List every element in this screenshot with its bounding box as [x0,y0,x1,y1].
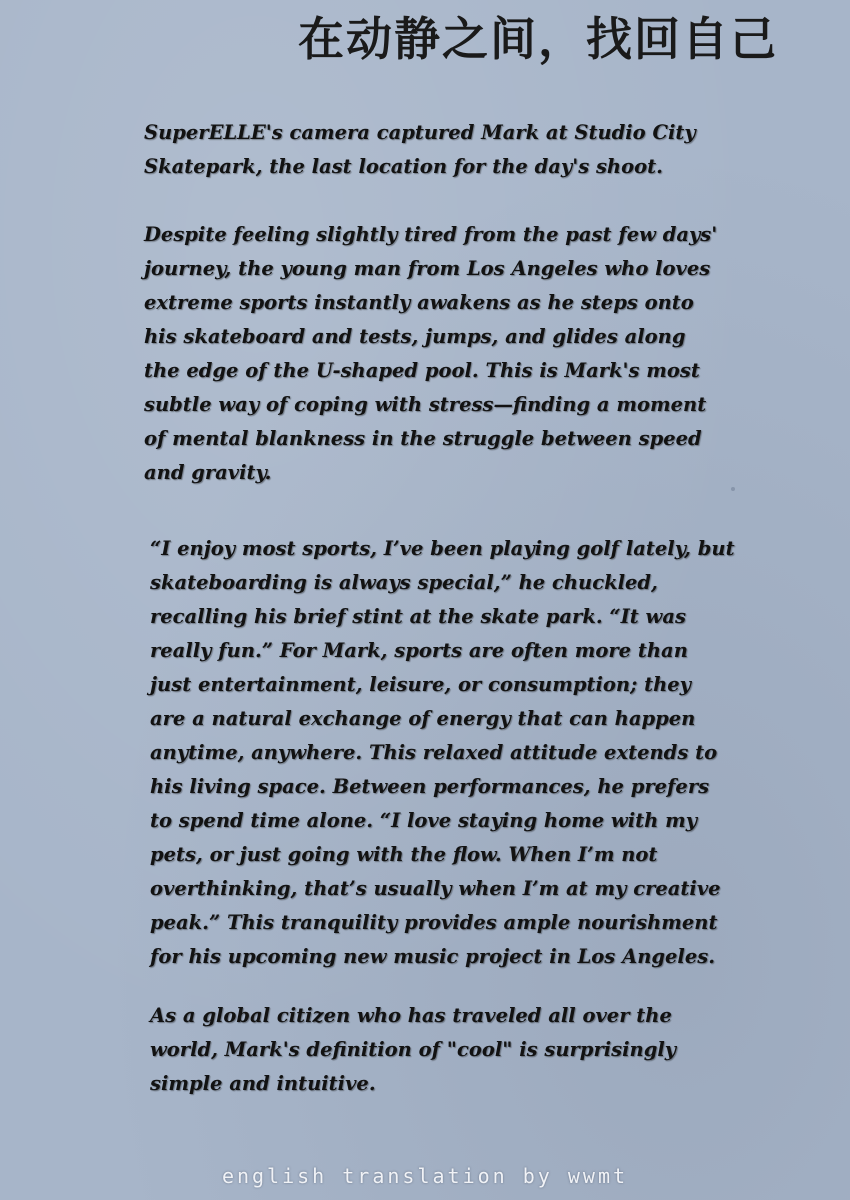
paragraph-quote: “I enjoy most sports, I’ve been playing golf lately, but skateboarding is always special,” he chuckled, recalling his brief stint at the skate park. “It was really fun.” For Mark, sports are often more than just entertainment, leisure, or consumption; they are a natural exchange of energy that can happen anytime, anywhere. This relaxed attitude extends to his living space. Between performances, he prefers to spend time alone. “I love staying home with my pets, or just going with the flow. When I’m not overthinking, that’s usually when I’m at my creative peak.” This tranquility provides ample nourishment for his upcoming new music project in Los Angeles. [150,537,735,968]
paragraph-intro: SuperELLE's camera captured Mark at Studio City Skatepark, the last location for the day's shoot. [144,121,696,178]
paper-speck [731,487,735,491]
translation-credit: english translation by wwmt [221,1164,629,1188]
paragraph-skateboarding: Despite feeling slightly tired from the past few days' journey, the young man from Los Angeles who loves extreme sports instantly awakens as he steps onto his skateboard and tests, jumps, and glides along the edge of the U-shaped pool. This is Mark's most subtle way of coping with stress—finding a moment of mental blankness in the struggle between speed and gravity. [144,223,718,484]
page-title: 在动静之间，找回自己 [298,12,778,66]
paragraph-closing: As a global citizen who has traveled all over the world, Mark's definition of "cool" is surprisingly simple and intuitive. [150,1004,677,1095]
